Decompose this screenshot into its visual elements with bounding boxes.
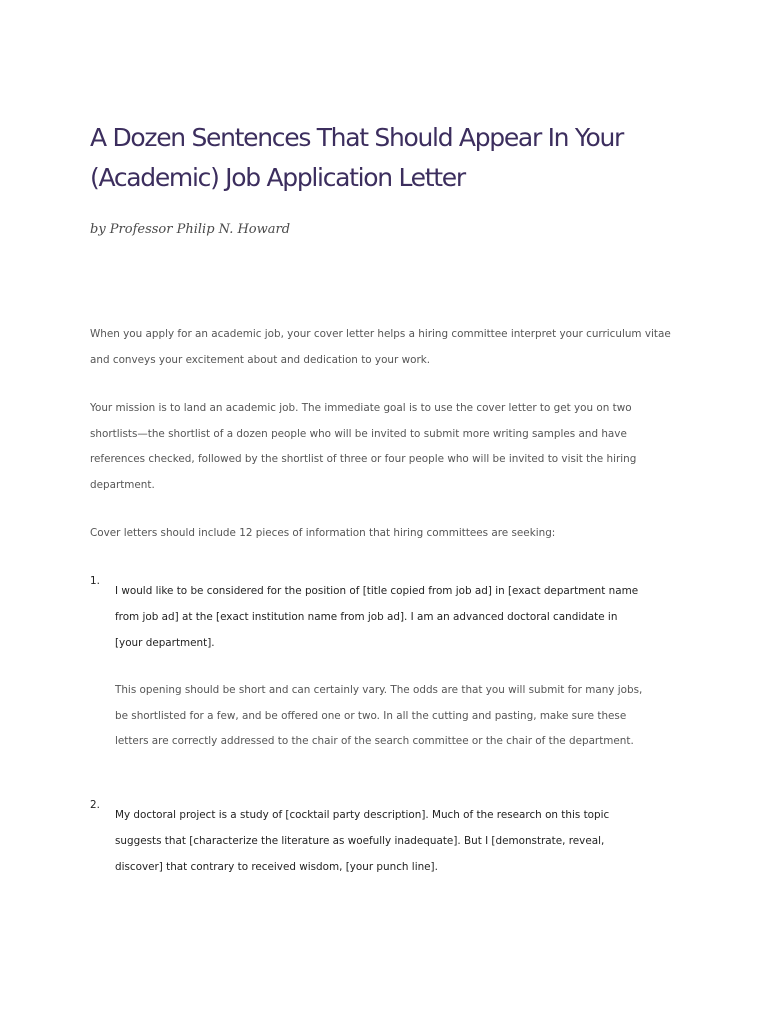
article-title: A Dozen Sentences That Should Appear In Your (Academic) Job Application Letter: [90, 123, 624, 192]
mission-paragraph: Your mission is to land an academic job. The immediate goal is to use the cover letter to get you on two shortlists—the shortlist of a dozen people who will be invited to submit more writing samples and have references checked, followed by the shortlist of three or four people who will be invited to visit the hiring department.: [90, 402, 637, 491]
list-item-number: 2.: [90, 799, 100, 811]
list-item: [90, 569, 650, 755]
article-byline: by Professor Philip N. Howard: [90, 222, 291, 237]
list-intro-paragraph: Cover letters should include 12 pieces of information that hiring committees are seeking:: [90, 527, 556, 539]
list-item-note: This opening should be short and can certainly vary. The odds are that you will submit for many jobs, be shortlisted for a few, and be offered one or two. In all the cutting and pasting, make sure these letters are correctly addressed to the chair of the search committee or the chair of the department.: [115, 684, 643, 748]
list-item-number: 1.: [90, 575, 100, 587]
intro-paragraph: When you apply for an academic job, your cover letter helps a hiring committee interpret your curriculum vitae and conveys your excitement about and dedication to your work.: [90, 328, 671, 366]
list-item-sentence: I would like to be considered for the position of [title copied from job ad] in [exact department name from job ad] at the [exact institution name from job ad]. I am an advanced doctoral candidate in [your department].: [115, 585, 639, 649]
list-item-sentence: My doctoral project is a study of [cocktail party description]. Much of the research on this topic suggests that [characterize the literature as woefully inadequate]. But I [demonstrate, reveal, discover] that contrary to received wisdom, [your punch line].: [115, 809, 610, 873]
list-item: [90, 793, 650, 891]
